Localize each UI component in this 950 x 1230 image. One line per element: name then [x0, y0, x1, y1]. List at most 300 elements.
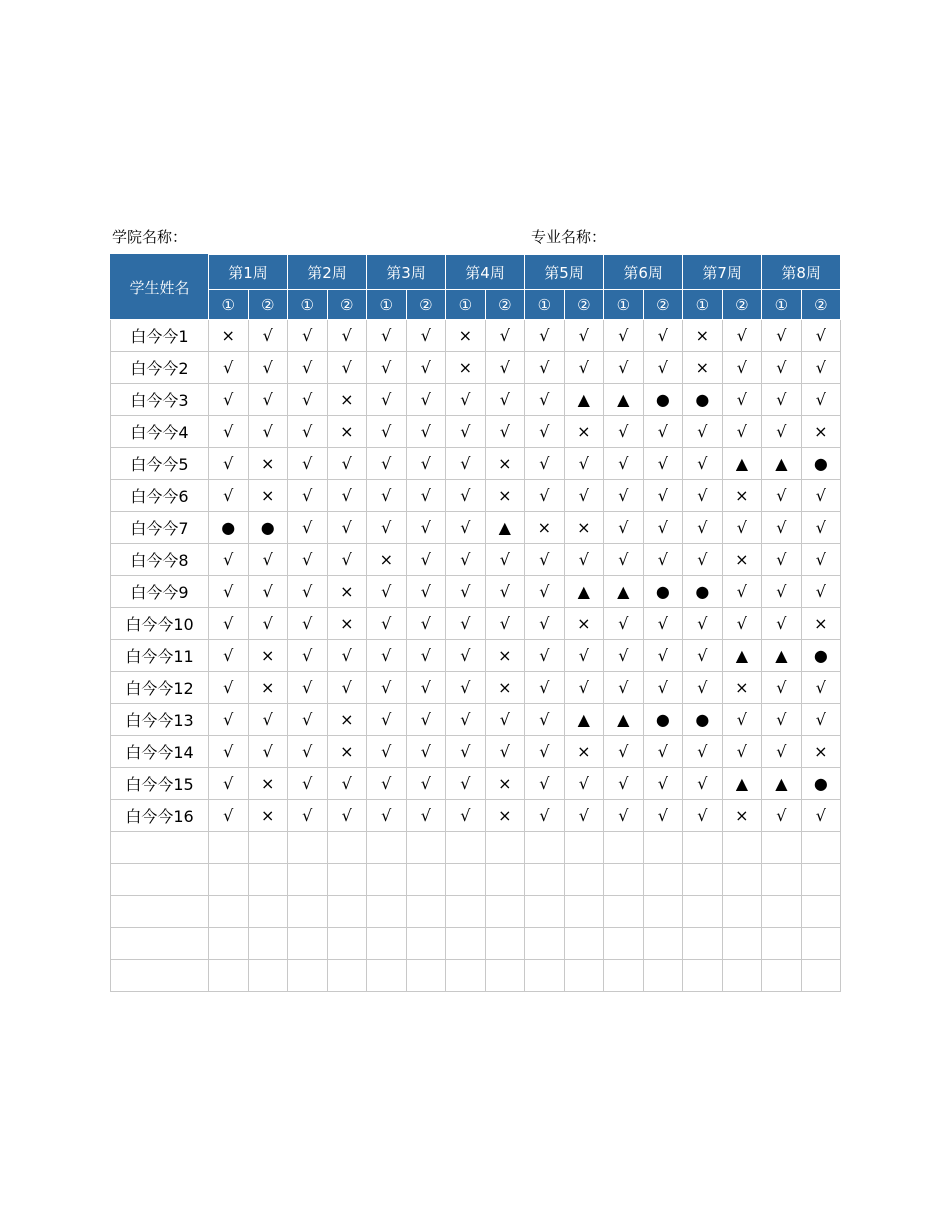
session-header: ②: [327, 290, 367, 320]
empty-cell: [643, 960, 683, 992]
attendance-mark-cell: √: [446, 448, 486, 480]
session-header: ①: [446, 290, 486, 320]
attendance-mark-cell: √: [643, 608, 683, 640]
empty-cell: [209, 896, 249, 928]
attendance-mark-cell: √: [446, 480, 486, 512]
empty-cell: [683, 928, 723, 960]
attendance-mark-cell: √: [288, 480, 328, 512]
empty-cell: [111, 896, 209, 928]
attendance-mark-cell: √: [406, 672, 446, 704]
attendance-mark-cell: √: [683, 480, 723, 512]
attendance-mark-cell: √: [406, 704, 446, 736]
attendance-mark-cell: √: [604, 768, 644, 800]
empty-cell: [604, 960, 644, 992]
student-name-cell: 白今今4: [111, 416, 209, 448]
attendance-mark-cell: ×: [564, 736, 604, 768]
attendance-mark-cell: √: [485, 416, 525, 448]
empty-cell: [801, 928, 841, 960]
attendance-mark-cell: √: [604, 480, 644, 512]
attendance-mark-cell: √: [367, 640, 407, 672]
attendance-mark-cell: √: [683, 640, 723, 672]
empty-cell: [367, 864, 407, 896]
attendance-mark-cell: √: [327, 448, 367, 480]
empty-cell: [209, 960, 249, 992]
attendance-mark-cell: √: [643, 320, 683, 352]
attendance-mark-cell: ×: [683, 352, 723, 384]
attendance-mark-cell: ×: [485, 448, 525, 480]
empty-cell: [564, 832, 604, 864]
attendance-mark-cell: ●: [801, 448, 841, 480]
attendance-mark-cell: √: [288, 608, 328, 640]
empty-cell: [111, 928, 209, 960]
attendance-mark-cell: ×: [327, 704, 367, 736]
table-row: [111, 416, 841, 448]
attendance-mark-cell: √: [209, 640, 249, 672]
attendance-mark-cell: √: [485, 576, 525, 608]
attendance-mark-cell: √: [446, 608, 486, 640]
empty-cell: [604, 832, 644, 864]
attendance-mark-cell: √: [209, 608, 249, 640]
attendance-mark-cell: √: [564, 320, 604, 352]
table-row: [111, 704, 841, 736]
attendance-mark-cell: ×: [722, 544, 762, 576]
session-header: ①: [525, 290, 565, 320]
attendance-mark-cell: √: [327, 640, 367, 672]
attendance-mark-cell: √: [406, 736, 446, 768]
attendance-mark-cell: ×: [564, 512, 604, 544]
attendance-mark-cell: √: [248, 352, 288, 384]
attendance-mark-cell: √: [722, 320, 762, 352]
attendance-mark-cell: √: [525, 416, 565, 448]
attendance-mark-cell: √: [722, 608, 762, 640]
attendance-mark-cell: √: [248, 736, 288, 768]
attendance-mark-cell: √: [288, 704, 328, 736]
attendance-mark-cell: ×: [485, 672, 525, 704]
attendance-mark-cell: √: [406, 512, 446, 544]
attendance-mark-cell: √: [406, 384, 446, 416]
attendance-table-body: [111, 320, 841, 992]
empty-cell: [446, 864, 486, 896]
attendance-mark-cell: ×: [367, 544, 407, 576]
session-header: ①: [762, 290, 802, 320]
attendance-mark-cell: √: [643, 640, 683, 672]
empty-cell: [209, 928, 249, 960]
attendance-mark-cell: ×: [485, 480, 525, 512]
empty-cell: [801, 864, 841, 896]
attendance-mark-cell: √: [367, 352, 407, 384]
empty-cell: [564, 928, 604, 960]
attendance-mark-cell: ×: [248, 448, 288, 480]
attendance-mark-cell: ▲: [604, 576, 644, 608]
table-row: [111, 544, 841, 576]
attendance-mark-cell: √: [683, 736, 723, 768]
attendance-mark-cell: ×: [327, 384, 367, 416]
attendance-mark-cell: √: [525, 352, 565, 384]
attendance-mark-cell: √: [288, 768, 328, 800]
attendance-mark-cell: √: [446, 672, 486, 704]
table-row: [111, 576, 841, 608]
table-row: [111, 448, 841, 480]
student-name-cell: 白今今3: [111, 384, 209, 416]
empty-cell: [762, 896, 802, 928]
attendance-mark-cell: √: [367, 448, 407, 480]
attendance-mark-cell: √: [446, 544, 486, 576]
empty-cell: [525, 896, 565, 928]
attendance-mark-cell: √: [209, 800, 249, 832]
attendance-mark-cell: ●: [683, 704, 723, 736]
empty-cell: [722, 928, 762, 960]
empty-cell: [248, 864, 288, 896]
attendance-table-header: [111, 255, 841, 320]
attendance-mark-cell: √: [367, 672, 407, 704]
empty-cell: [367, 832, 407, 864]
attendance-table: [110, 254, 841, 992]
attendance-mark-cell: √: [525, 736, 565, 768]
attendance-mark-cell: √: [288, 640, 328, 672]
empty-cell: [683, 864, 723, 896]
empty-cell: [683, 896, 723, 928]
attendance-mark-cell: √: [801, 480, 841, 512]
attendance-mark-cell: √: [643, 800, 683, 832]
attendance-mark-cell: ×: [683, 320, 723, 352]
table-row: [111, 800, 841, 832]
attendance-mark-cell: √: [406, 768, 446, 800]
session-header: ①: [604, 290, 644, 320]
session-header: ②: [248, 290, 288, 320]
attendance-mark-cell: √: [485, 384, 525, 416]
attendance-mark-cell: ×: [485, 800, 525, 832]
attendance-mark-cell: √: [327, 800, 367, 832]
attendance-mark-cell: √: [801, 576, 841, 608]
attendance-mark-cell: √: [801, 672, 841, 704]
attendance-mark-cell: ▲: [722, 640, 762, 672]
attendance-mark-cell: √: [762, 384, 802, 416]
attendance-mark-cell: ▲: [722, 768, 762, 800]
table-row: [111, 768, 841, 800]
empty-table-row: [111, 960, 841, 992]
table-row: [111, 352, 841, 384]
attendance-mark-cell: √: [367, 736, 407, 768]
attendance-mark-cell: ×: [801, 608, 841, 640]
attendance-mark-cell: √: [367, 576, 407, 608]
attendance-mark-cell: √: [525, 448, 565, 480]
empty-cell: [111, 832, 209, 864]
attendance-mark-cell: √: [525, 640, 565, 672]
week-header: 第8周: [762, 255, 841, 290]
empty-cell: [288, 832, 328, 864]
attendance-mark-cell: ×: [327, 736, 367, 768]
student-name-cell: 白今今16: [111, 800, 209, 832]
attendance-mark-cell: √: [209, 768, 249, 800]
attendance-mark-cell: ●: [643, 576, 683, 608]
attendance-mark-cell: √: [643, 480, 683, 512]
empty-cell: [288, 896, 328, 928]
attendance-mark-cell: ●: [643, 384, 683, 416]
attendance-mark-cell: √: [525, 704, 565, 736]
empty-cell: [643, 864, 683, 896]
empty-cell: [367, 928, 407, 960]
attendance-mark-cell: √: [762, 608, 802, 640]
attendance-mark-cell: √: [643, 768, 683, 800]
attendance-mark-cell: √: [327, 672, 367, 704]
week-header: 第1周: [209, 255, 288, 290]
attendance-mark-cell: √: [406, 352, 446, 384]
session-header: ②: [722, 290, 762, 320]
attendance-mark-cell: ×: [564, 416, 604, 448]
attendance-mark-cell: √: [209, 384, 249, 416]
attendance-mark-cell: √: [446, 736, 486, 768]
session-header: ①: [683, 290, 723, 320]
attendance-mark-cell: ×: [801, 736, 841, 768]
student-name-cell: 白今今12: [111, 672, 209, 704]
attendance-mark-cell: √: [525, 800, 565, 832]
attendance-mark-cell: √: [762, 416, 802, 448]
table-row: [111, 320, 841, 352]
empty-cell: [446, 960, 486, 992]
empty-cell: [485, 896, 525, 928]
empty-cell: [327, 832, 367, 864]
empty-cell: [722, 896, 762, 928]
empty-cell: [801, 960, 841, 992]
empty-cell: [564, 896, 604, 928]
attendance-mark-cell: √: [446, 704, 486, 736]
attendance-mark-cell: ▲: [762, 448, 802, 480]
attendance-mark-cell: √: [406, 448, 446, 480]
week-header: 第7周: [683, 255, 762, 290]
attendance-mark-cell: √: [367, 704, 407, 736]
attendance-mark-cell: √: [248, 608, 288, 640]
attendance-mark-cell: √: [406, 544, 446, 576]
attendance-mark-cell: √: [643, 512, 683, 544]
attendance-mark-cell: √: [367, 768, 407, 800]
attendance-mark-cell: √: [288, 320, 328, 352]
empty-cell: [248, 832, 288, 864]
empty-cell: [801, 896, 841, 928]
attendance-mark-cell: √: [209, 352, 249, 384]
attendance-mark-cell: √: [643, 736, 683, 768]
attendance-mark-cell: √: [288, 544, 328, 576]
attendance-mark-cell: √: [406, 800, 446, 832]
empty-cell: [248, 928, 288, 960]
attendance-mark-cell: √: [327, 512, 367, 544]
empty-cell: [111, 864, 209, 896]
attendance-mark-cell: √: [327, 768, 367, 800]
attendance-mark-cell: √: [683, 672, 723, 704]
empty-cell: [722, 960, 762, 992]
attendance-mark-cell: √: [604, 352, 644, 384]
attendance-mark-cell: ×: [248, 800, 288, 832]
empty-cell: [327, 864, 367, 896]
empty-cell: [564, 864, 604, 896]
attendance-mark-cell: √: [643, 416, 683, 448]
attendance-mark-cell: √: [288, 512, 328, 544]
attendance-mark-cell: √: [643, 544, 683, 576]
attendance-mark-cell: ×: [327, 576, 367, 608]
student-name-cell: 白今今13: [111, 704, 209, 736]
attendance-mark-cell: ×: [801, 416, 841, 448]
attendance-mark-cell: √: [722, 576, 762, 608]
attendance-mark-cell: √: [485, 544, 525, 576]
empty-cell: [643, 928, 683, 960]
empty-cell: [762, 832, 802, 864]
table-row: [111, 672, 841, 704]
attendance-mark-cell: ▲: [604, 704, 644, 736]
attendance-mark-cell: √: [288, 672, 328, 704]
empty-cell: [406, 864, 446, 896]
week-header: 第3周: [367, 255, 446, 290]
attendance-mark-cell: ▲: [722, 448, 762, 480]
empty-cell: [722, 832, 762, 864]
attendance-mark-cell: √: [801, 320, 841, 352]
attendance-mark-cell: √: [762, 352, 802, 384]
empty-table-row: [111, 832, 841, 864]
attendance-mark-cell: ●: [683, 384, 723, 416]
attendance-mark-cell: √: [327, 352, 367, 384]
empty-table-row: [111, 864, 841, 896]
attendance-mark-cell: √: [209, 416, 249, 448]
table-row: [111, 512, 841, 544]
empty-cell: [604, 928, 644, 960]
attendance-mark-cell: √: [248, 416, 288, 448]
attendance-mark-cell: ●: [801, 768, 841, 800]
attendance-mark-cell: ×: [327, 608, 367, 640]
attendance-mark-cell: √: [801, 704, 841, 736]
attendance-mark-cell: √: [406, 576, 446, 608]
attendance-mark-cell: √: [564, 480, 604, 512]
attendance-mark-cell: √: [209, 544, 249, 576]
attendance-mark-cell: √: [604, 416, 644, 448]
attendance-mark-cell: √: [722, 512, 762, 544]
attendance-mark-cell: √: [367, 320, 407, 352]
student-name-cell: 白今今14: [111, 736, 209, 768]
attendance-mark-cell: √: [288, 352, 328, 384]
attendance-mark-cell: ×: [485, 768, 525, 800]
table-row: [111, 736, 841, 768]
attendance-mark-cell: ▲: [485, 512, 525, 544]
attendance-mark-cell: √: [209, 448, 249, 480]
empty-cell: [288, 864, 328, 896]
week-header: 第6周: [604, 255, 683, 290]
attendance-mark-cell: √: [446, 512, 486, 544]
attendance-mark-cell: √: [762, 576, 802, 608]
attendance-mark-cell: √: [367, 512, 407, 544]
empty-cell: [683, 960, 723, 992]
attendance-mark-cell: √: [683, 416, 723, 448]
student-name-cell: 白今今2: [111, 352, 209, 384]
attendance-mark-cell: √: [801, 352, 841, 384]
student-name-cell: 白今今11: [111, 640, 209, 672]
empty-cell: [248, 960, 288, 992]
attendance-mark-cell: √: [564, 640, 604, 672]
attendance-mark-cell: ×: [722, 480, 762, 512]
empty-cell: [209, 864, 249, 896]
attendance-mark-cell: √: [722, 736, 762, 768]
attendance-mark-cell: ▲: [564, 704, 604, 736]
empty-cell: [209, 832, 249, 864]
attendance-mark-cell: ×: [209, 320, 249, 352]
attendance-mark-cell: ×: [327, 416, 367, 448]
empty-cell: [525, 960, 565, 992]
session-header: ②: [406, 290, 446, 320]
attendance-mark-cell: √: [288, 416, 328, 448]
empty-cell: [446, 928, 486, 960]
empty-cell: [327, 960, 367, 992]
attendance-mark-cell: ×: [485, 640, 525, 672]
attendance-mark-cell: ▲: [564, 384, 604, 416]
attendance-mark-cell: ×: [248, 480, 288, 512]
attendance-mark-cell: √: [801, 512, 841, 544]
attendance-mark-cell: √: [446, 384, 486, 416]
attendance-mark-cell: √: [762, 544, 802, 576]
attendance-mark-cell: √: [564, 352, 604, 384]
empty-cell: [288, 928, 328, 960]
attendance-mark-cell: √: [209, 704, 249, 736]
student-name-cell: 白今今7: [111, 512, 209, 544]
attendance-mark-cell: √: [209, 672, 249, 704]
attendance-mark-cell: √: [406, 480, 446, 512]
student-name-cell: 白今今10: [111, 608, 209, 640]
empty-cell: [683, 832, 723, 864]
week-header: 第2周: [288, 255, 367, 290]
empty-cell: [643, 896, 683, 928]
attendance-mark-cell: √: [485, 608, 525, 640]
attendance-mark-cell: ×: [722, 672, 762, 704]
empty-cell: [643, 832, 683, 864]
attendance-mark-cell: √: [525, 320, 565, 352]
empty-cell: [604, 864, 644, 896]
attendance-mark-cell: √: [762, 480, 802, 512]
table-row: [111, 608, 841, 640]
attendance-mark-cell: √: [446, 800, 486, 832]
session-header: ②: [485, 290, 525, 320]
attendance-mark-cell: ×: [446, 320, 486, 352]
student-name-cell: 白今今8: [111, 544, 209, 576]
table-row: [111, 480, 841, 512]
attendance-mark-cell: √: [762, 800, 802, 832]
table-row: [111, 640, 841, 672]
attendance-mark-cell: √: [288, 800, 328, 832]
empty-cell: [327, 928, 367, 960]
student-name-cell: 白今今15: [111, 768, 209, 800]
attendance-mark-cell: √: [564, 672, 604, 704]
attendance-mark-cell: ×: [248, 768, 288, 800]
attendance-mark-cell: √: [248, 704, 288, 736]
attendance-mark-cell: √: [525, 576, 565, 608]
attendance-mark-cell: √: [288, 448, 328, 480]
attendance-mark-cell: √: [643, 352, 683, 384]
attendance-mark-cell: √: [683, 768, 723, 800]
attendance-mark-cell: √: [762, 704, 802, 736]
empty-cell: [762, 960, 802, 992]
college-name-label: 学院名称：: [112, 228, 188, 246]
empty-cell: [722, 864, 762, 896]
attendance-mark-cell: √: [801, 800, 841, 832]
empty-cell: [525, 864, 565, 896]
empty-cell: [485, 832, 525, 864]
empty-cell: [525, 832, 565, 864]
empty-cell: [564, 960, 604, 992]
attendance-mark-cell: √: [406, 416, 446, 448]
attendance-mark-cell: √: [525, 672, 565, 704]
attendance-mark-cell: √: [564, 800, 604, 832]
empty-cell: [801, 832, 841, 864]
attendance-mark-cell: ●: [801, 640, 841, 672]
attendance-mark-cell: √: [604, 608, 644, 640]
attendance-mark-cell: √: [683, 608, 723, 640]
attendance-mark-cell: √: [367, 608, 407, 640]
attendance-mark-cell: ▲: [762, 640, 802, 672]
attendance-mark-cell: √: [485, 352, 525, 384]
